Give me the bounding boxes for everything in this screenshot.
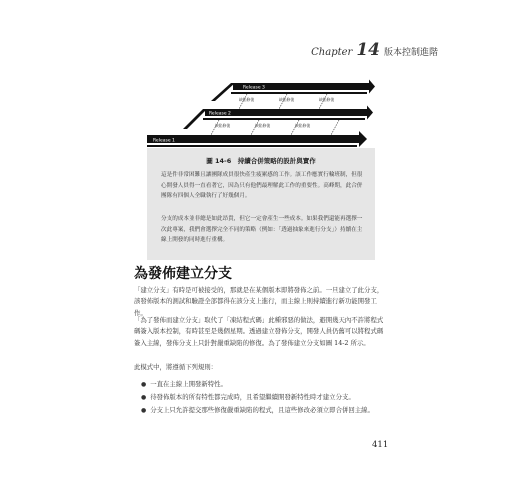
bugfix-label: 缺陷修復 xyxy=(319,97,335,102)
caption-paragraph: 分支的成本並非總是如此昂貴，但它一定會產生一些成本。如果我們還能再選擇一次此專案，我們會選擇完全不同的策略（例如：「透過抽象來進行分支」）持續在主線上開發的同時進行重構。 xyxy=(161,216,363,243)
bullet-icon: ● xyxy=(141,394,147,401)
list-item xyxy=(141,378,391,391)
release-2-label: Release 2 xyxy=(209,111,231,117)
list-item-text: 分支上只允許提交那些修復嚴重缺陷的程式，且這些修改必須立即合併回主線。 xyxy=(150,406,374,414)
release-1-mainline xyxy=(147,131,367,147)
list-item-text: 待發佈版本的所有特性都完成時，且希望繼續開發新特性時才建立分支。 xyxy=(150,393,355,401)
release-1-label: Release 1 xyxy=(153,138,175,144)
bullet-icon: ● xyxy=(141,381,147,388)
body-paragraph: 「為了發佈而建立分支」取代了「凍結程式碼」此種邪惡的做法，避開幾天內不許將程式碼簽入版本控制，有時甚至是幾個星期。透過建立發佈分支，開發人員仍舊可以將程式碼簽入主線，發佈分支上只針對嚴重缺陷的修復。為了發佈建立分支如圖 14-2 所示。 xyxy=(134,316,384,347)
figure-caption-box xyxy=(147,148,375,260)
caption-paragraph: 這是件非常困難且讓團隊成員很快產生疲累感的工作。該工作應實行輪班制，但很心開發人員得一直看著它，因為只有他們最理解此工作的重要性。高峰期，此合併團隊有四個人全職執行了好幾個月。 xyxy=(161,172,363,199)
body-paragraph: 「建立分支」有時是可被接受的，那就是在某個版本即將發佈之前。一旦建立了此分支，該發佈版本的測試和驗證全部都得在該分支上進行，而主線上則持續進行新功能開發工作。 xyxy=(134,286,384,317)
release-2-branch xyxy=(183,106,373,130)
page-number: 411 xyxy=(372,440,389,450)
bullet-icon: ● xyxy=(141,407,147,414)
section-title: 為發佈建立分支 xyxy=(134,266,232,282)
figure-caption: 圖 14-6 持續合併策略的設計與實作 xyxy=(206,157,316,165)
bugfix-label: 缺陷修復 xyxy=(239,97,255,102)
bugfix-label: 缺陷修復 xyxy=(295,123,311,128)
bugfix-label: 缺陷修復 xyxy=(279,97,295,102)
branch-strategy-figure xyxy=(147,57,375,155)
list-item xyxy=(141,391,391,404)
release-3-label: Release 3 xyxy=(243,85,265,91)
list-item xyxy=(141,404,391,417)
bugfix-label: 缺陷修復 xyxy=(215,123,231,128)
bugfix-label: 缺陷修復 xyxy=(255,123,271,128)
chapter-word: Chapter xyxy=(311,47,353,58)
merge-arrows-release-2 xyxy=(211,120,339,135)
list-item-text: 一直在主線上開發新特性。 xyxy=(150,380,227,388)
chapter-number: 14 xyxy=(356,40,380,60)
body-paragraph: 此模式中，將遵循下列規則： xyxy=(134,363,218,371)
chapter-title: 版本控制進階 xyxy=(383,48,438,58)
rules-list xyxy=(141,378,391,417)
